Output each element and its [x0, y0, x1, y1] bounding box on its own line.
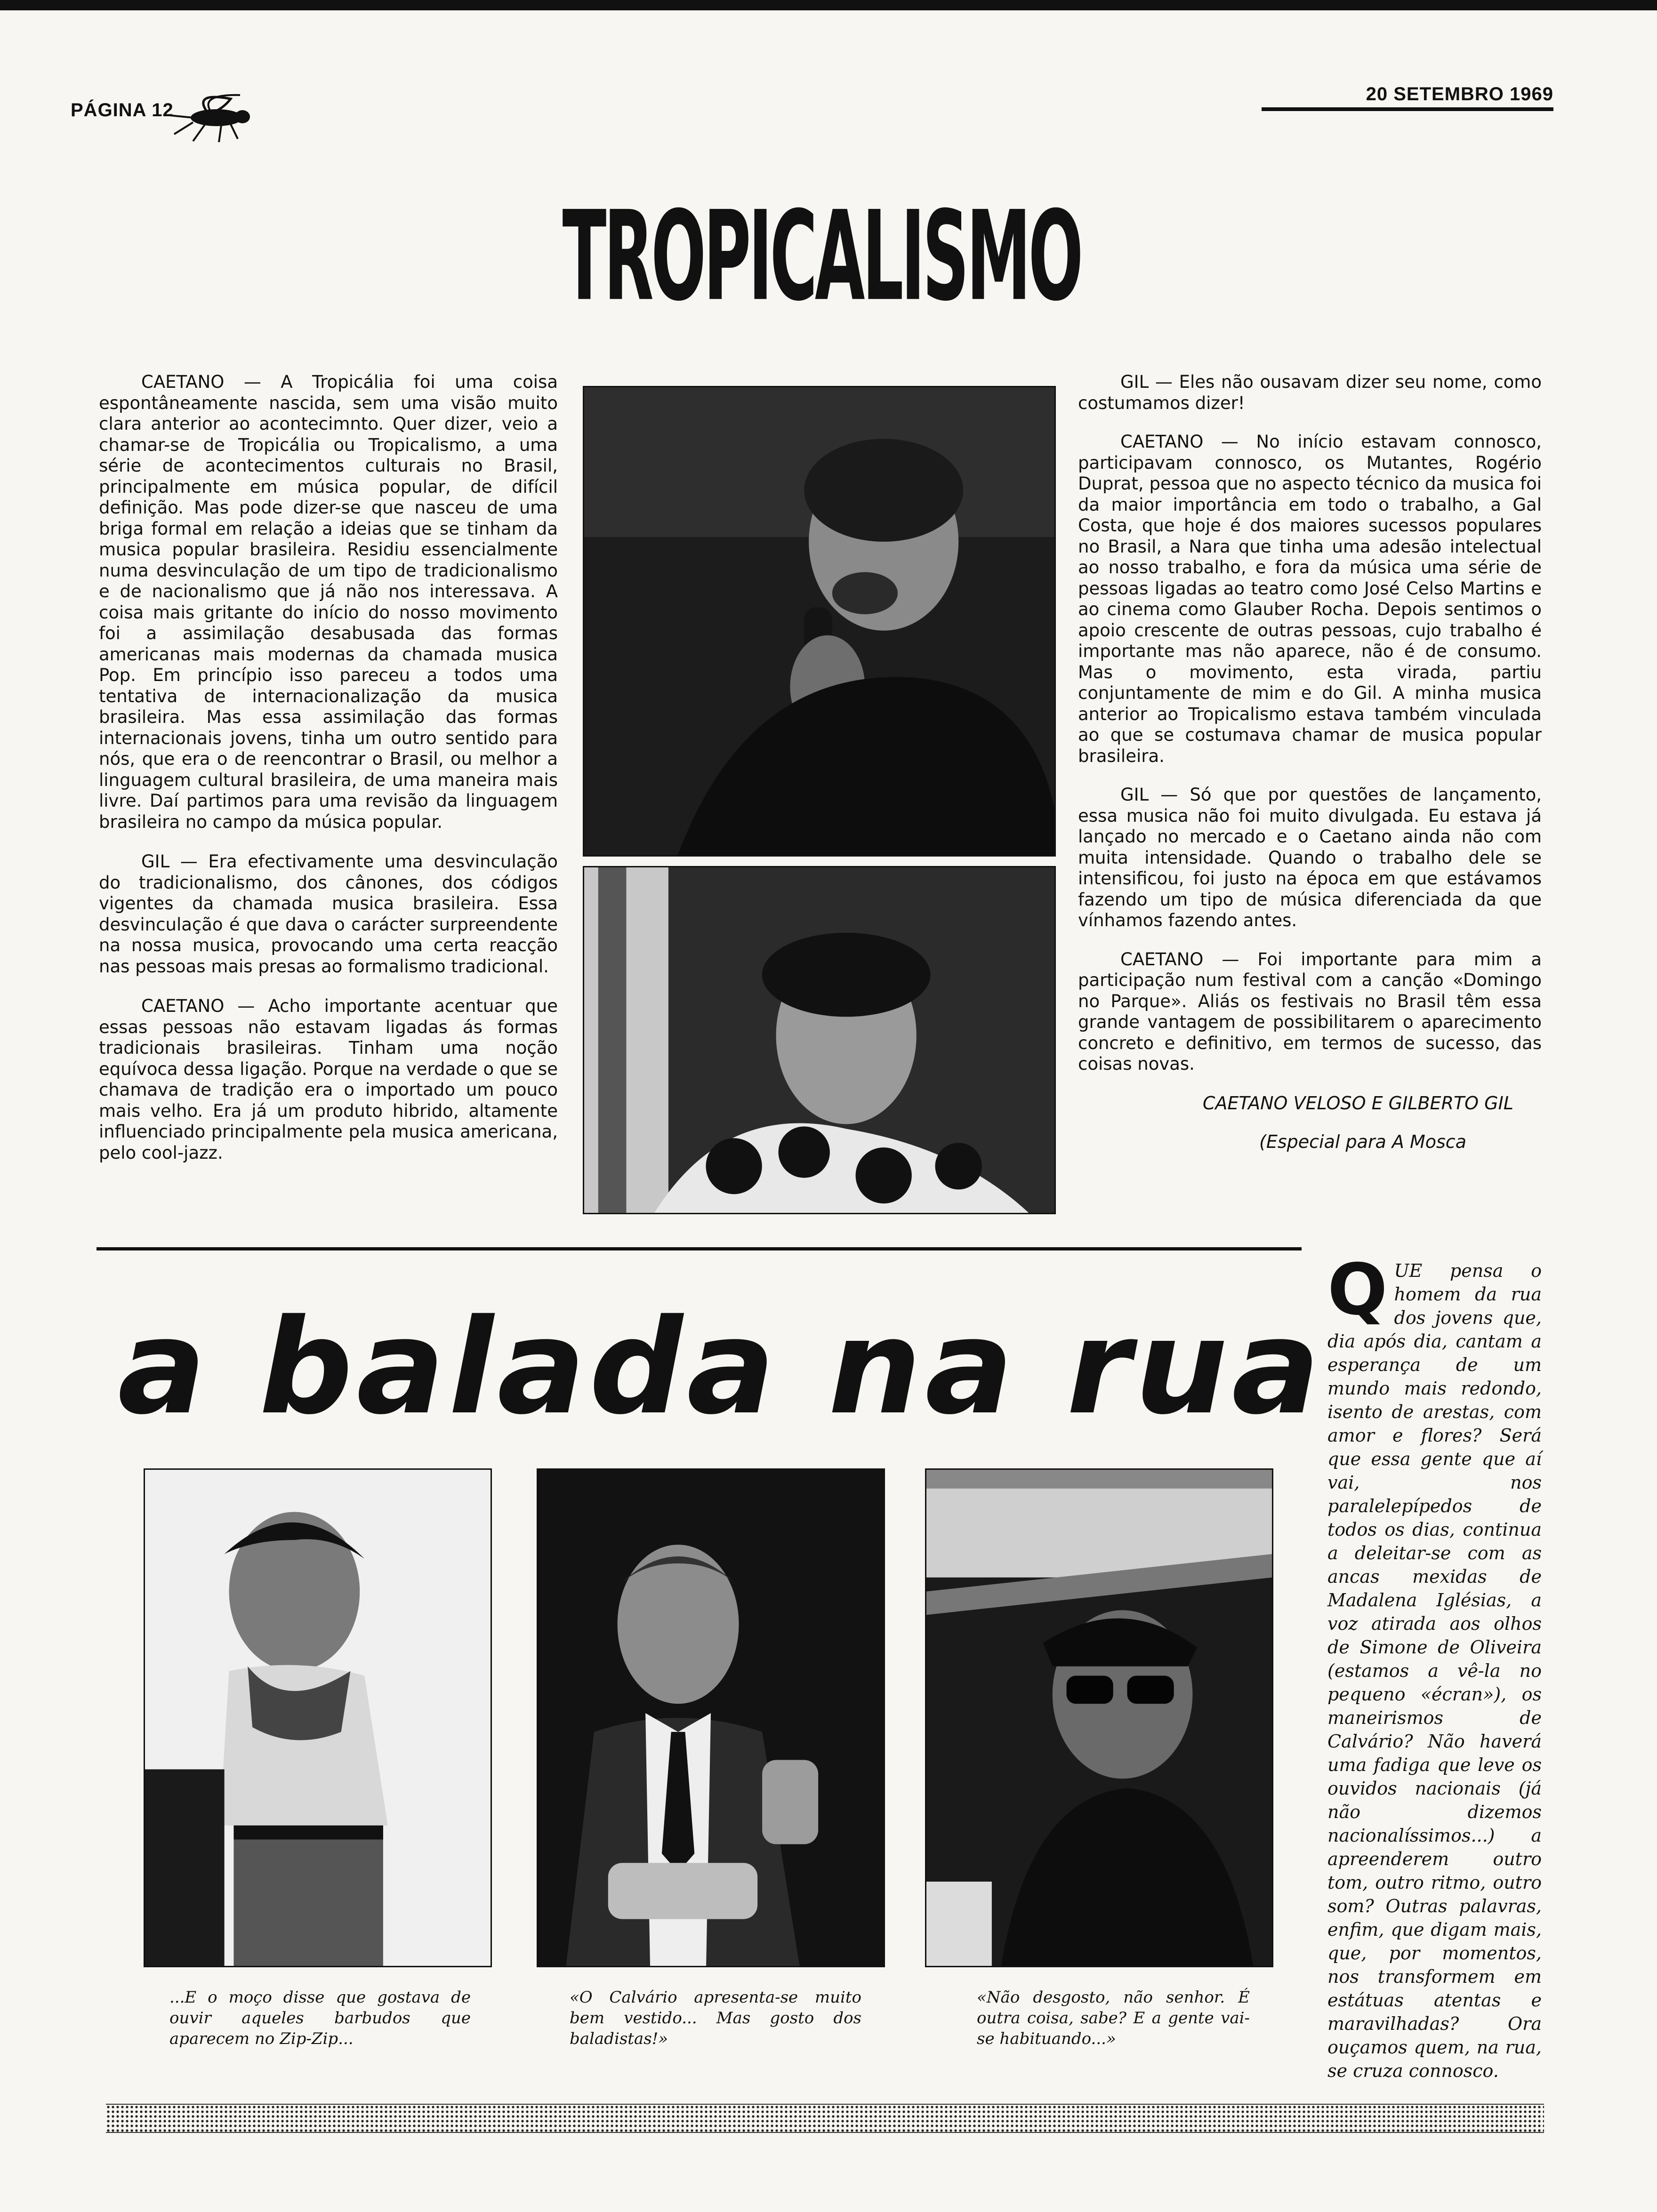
- masthead-title-text: TROPICALISMO: [562, 184, 1081, 329]
- photo-singer-profile: [583, 866, 1056, 1214]
- sidebar-text: UE pensa o homem da rua dos jovens que, dia após dia, cantam a esperança de um mundo mais redondo, isento de arestas, com amor e flores? Será que essa gente que aí vai, nos paralelepípedos de todos os dias, continua a deleitar-se com as ancas mexidas de Madalena Iglésias, a voz atirada aos olhos de Simone de Oliveira (estamos a vê-la no pequeno «écran»), os maneirismos de Calvário? Não haverá uma fadiga que leve os ouvidos nacionais (já não dizemos nacionalíssimos...) a apreenderem outro tom, outro ritmo, outro som? Outras palavras, enfim, que digam mais, que, por momentos, nos transformem em estátuas atentas e maravilhadas? Ora ouçamos quem, na rua, se cruza connosco.: [1327, 1260, 1542, 2081]
- article-left-column: [99, 372, 558, 1182]
- article-paragraph: GIL — Só que por questões de lançamento, essa musica não foi muito divulgada. Eu estava já lançado no mercado e o Caetano ainda não com muita intensidade. Quando o trabalho dele se intensificou, foi justo na época em que estávamos fazendo um tipo de música diferenciada da que vínhamos fazendo antes.: [1078, 785, 1542, 930]
- article-paragraph: CAETANO — A Tropicália foi uma coisa espontâneamente nascida, sem uma visão muito clara anterior ao acontecimnto. Quer dizer, veio a chamar-se de Tropicália ou Tropicalismo, a uma série de acontecimentos culturais no Brasil, principalmente em música popular, de difícil definição. Mas pode dizer-se que nasceu de uma briga formal em relação a ideias que se tinham da musica popular brasileira. Residiu essencialmente numa desvinculação de um tipo de tradicionalismo e de nacionalismo que já não nos interessava. A coisa mais gritante do início do nosso movimento foi a assimilação desabusada das formas americanas mais modernas da chamada musica Pop. Em princípio isso pareceu a todos uma tentativa de internacionalização da musica brasileira. Mas essa assimilação das formas internacionais jovens, tinha um outro sentido para nós, que era o de reencontrar o Brasil, ou melhor a linguagem cultural brasileira, de uma maneira mais livre. Daí partimos para uma revisão da linguagem brasileira no campo da música popular.: [99, 372, 558, 832]
- article-paragraph: CAETANO — No início estavam connosco, participavam connosco, os Mutantes, Rogério Duprat, pessoa que no aspecto técnico da musica foi da maior importância em todo o trabalho, a Gal Costa, que hoje é dos maiores sucessos populares no Brasil, a Nara que tinha uma adesão intelectual ao nosso trabalho, e fora da música uma série de pessoas ligadas ao teatro como José Celso Martins e ao cinema como Glauber Rocha. Depois sentimos o apoio crescente de outras pessoas, cujo trabalho é importante mas não aparece, não é de consumo. Mas o movimento, esta virada, partiu conjuntamente de mim e do Gil. A minha musica anterior ao Tropicalismo estava também vinculada ao que se costumava chamar de musica popular brasileira.: [1078, 432, 1542, 766]
- photo-caption: «O Calvário apresenta-se muito bem vestido... Mas gosto dos baladistas!»: [570, 1988, 861, 2048]
- section-divider: [97, 1247, 1302, 1250]
- photo-singer-microphone: [583, 386, 1056, 857]
- fly-icon: [160, 89, 264, 146]
- page-number-label: PÁGINA 12: [71, 100, 174, 120]
- photo-caption: ...E o moço disse que gostava de ouvir aqueles barbudos que aparecem no Zip-Zip...: [169, 1988, 471, 2048]
- article-paragraph: CAETANO — Foi importante para mim a participação num festival com a canção «Domingo no Parque». Aliás os festivais no Brasil têm essa grande vantagem de possibilitarem o aparecimento concreto e definitivo, em termos de sucesso, das coisas novas.: [1078, 949, 1542, 1074]
- issue-date: 20 SETEMBRO 1969: [1366, 84, 1553, 104]
- second-story-headline: a balada na rua: [118, 1291, 1324, 1443]
- top-rule: [0, 0, 1657, 10]
- article-paragraph: CAETANO — Acho importante acentuar que essas pessoas não estavam ligadas ás formas tradicionais brasileiras. Tinham uma noção equívoca dessa ligação. Porque na verdade o que se chamava de tradição era o importado um pouco mais velho. Era já um produto hibrido, altamente influenciado principalmente pela musica americana, pelo cool-jazz.: [99, 996, 558, 1163]
- date-rule: [1262, 107, 1553, 111]
- drop-cap: Q: [1327, 1249, 1388, 1331]
- photo-man-in-tie: [537, 1468, 885, 1967]
- article-credit: (Especial para A Mosca: [1259, 1131, 1466, 1152]
- article-right-column: [1078, 372, 1542, 1170]
- photo-young-man: [144, 1468, 492, 1967]
- sidebar-column: [1327, 1249, 1542, 2083]
- masthead-title: [555, 186, 1087, 327]
- article-paragraph: GIL — Eles não ousavam dizer seu nome, como costumamos dizer!: [1078, 372, 1542, 413]
- article-signature: CAETANO VELOSO E GILBERTO GIL: [1202, 1092, 1513, 1114]
- article-paragraph: GIL — Era efectivamente uma desvinculação do tradicionalismo, dos cânones, dos códigos vigentes da chamada musica brasileira. Essa desvinculação é que dava o carácter surpreendente na nossa musica, provocando uma certa reacção nas pessoas mais presas ao formalismo tradicional.: [99, 851, 558, 977]
- bottom-halftone-band: [106, 2104, 1544, 2133]
- photo-caption: «Não desgosto, não senhor. É outra coisa, sabe? E a gente vai-se habituando...»: [977, 1988, 1250, 2048]
- photo-man-in-sunglasses: [925, 1468, 1273, 1967]
